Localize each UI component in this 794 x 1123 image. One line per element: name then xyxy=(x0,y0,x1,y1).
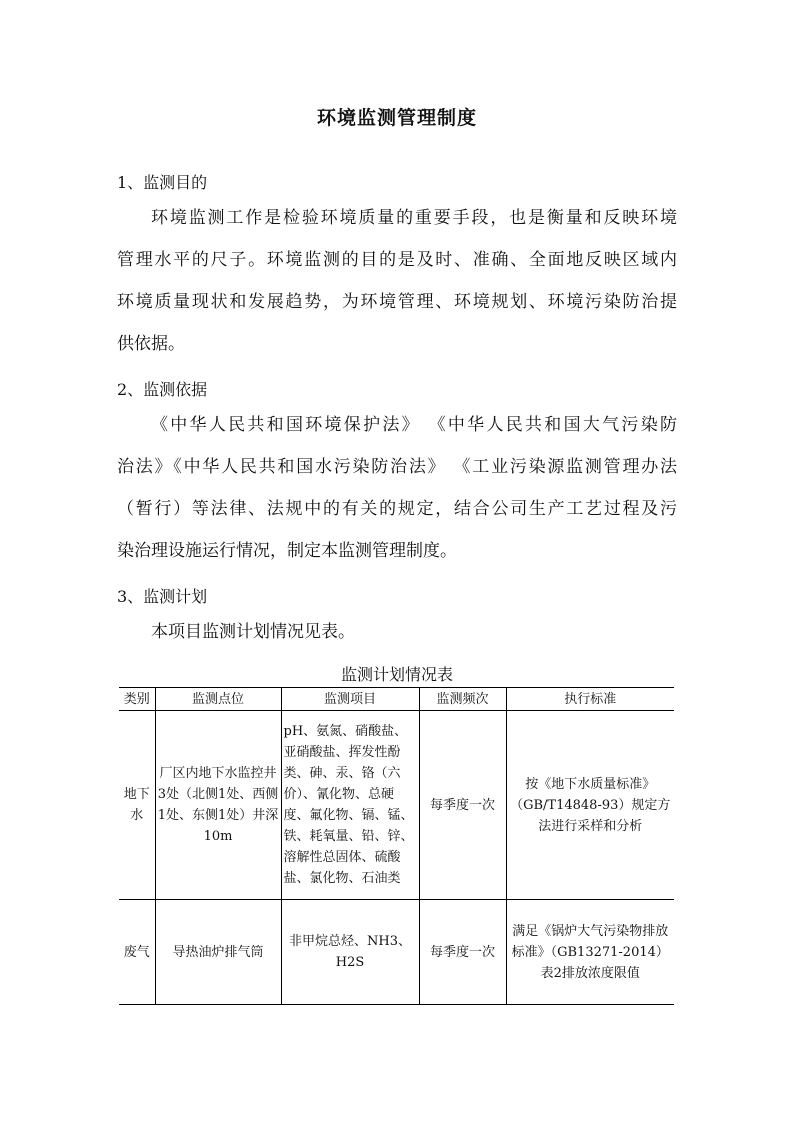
text-line: 供依据。 xyxy=(117,334,185,354)
paragraph-plan xyxy=(117,611,677,653)
cell-category: 地下水 xyxy=(119,711,155,900)
header-standard: 执行标准 xyxy=(506,688,674,711)
header-category: 类别 xyxy=(119,688,155,711)
cell-location: 导热油炉排气筒 xyxy=(155,900,281,1005)
table-row xyxy=(119,711,674,900)
cell-items: 非甲烷总烃、NH3、H2S xyxy=(281,900,419,1005)
header-frequency: 监测频次 xyxy=(419,688,506,711)
text-line: 《中华人民共和国环境保护法》 《中华人民共和国大气污染防 xyxy=(151,415,677,435)
header-location: 监测点位 xyxy=(155,688,281,711)
cell-location: 厂区内地下水监控井3处（北侧1处、西侧1处、东侧1处）井深10m xyxy=(155,711,281,900)
monitoring-plan-table xyxy=(119,687,674,1005)
cell-frequency: 每季度一次 xyxy=(419,900,506,1005)
paragraph-purpose xyxy=(117,197,677,365)
text-line: （暂行）等法律、法规中的有关的规定，结合公司生产工艺过程及污 xyxy=(117,499,677,519)
text-line: 管理水平的尺子。环境监测的目的是及时、准确、全面地反映区域内 xyxy=(117,250,677,270)
header-items: 监测项目 xyxy=(281,688,419,711)
section-heading-plan: 3、监测计划 xyxy=(117,587,208,606)
text-line: 染治理设施运行情况，制定本监测管理制度。 xyxy=(117,541,457,561)
cell-standard: 满足《锅炉大气污染物排放标准》（GB13271-2014）表2排放浓度限值 xyxy=(506,900,674,1005)
text-line: 本项目监测计划情况见表。 xyxy=(151,622,355,642)
text-line: 环境质量现状和发展趋势，为环境管理、环境规划、环境污染防治提 xyxy=(117,292,677,312)
cell-items: pH、氨氮、硝酸盐、亚硝酸盐、挥发性酚类、砷、汞、铬（六价）、氰化物、总硬度、氟化物、镉、锰、铁、耗氧量、铅、锌、溶解性总固体、硫酸盐、氯化物、石油类 xyxy=(281,711,419,900)
cell-standard: 按《地下水质量标准》（GB/T14848-93）规定方法进行采样和分析 xyxy=(506,711,674,900)
text-line: 环境监测工作是检验环境质量的重要手段，也是衡量和反映环境 xyxy=(151,208,677,228)
paragraph-basis xyxy=(117,404,677,572)
section-heading-purpose: 1、监测目的 xyxy=(117,173,208,192)
document-title: 环境监测管理制度 xyxy=(316,107,477,129)
section-heading-basis: 2、监测依据 xyxy=(117,380,208,399)
text-line: 治法》《中华人民共和国水污染防治法》 《工业污染源监测管理办法 xyxy=(117,457,677,477)
cell-frequency: 每季度一次 xyxy=(419,711,506,900)
table-caption: 监测计划情况表 xyxy=(340,665,453,684)
table-header-row xyxy=(119,688,674,711)
table-row xyxy=(119,900,674,1005)
cell-category: 废气 xyxy=(119,900,155,1005)
